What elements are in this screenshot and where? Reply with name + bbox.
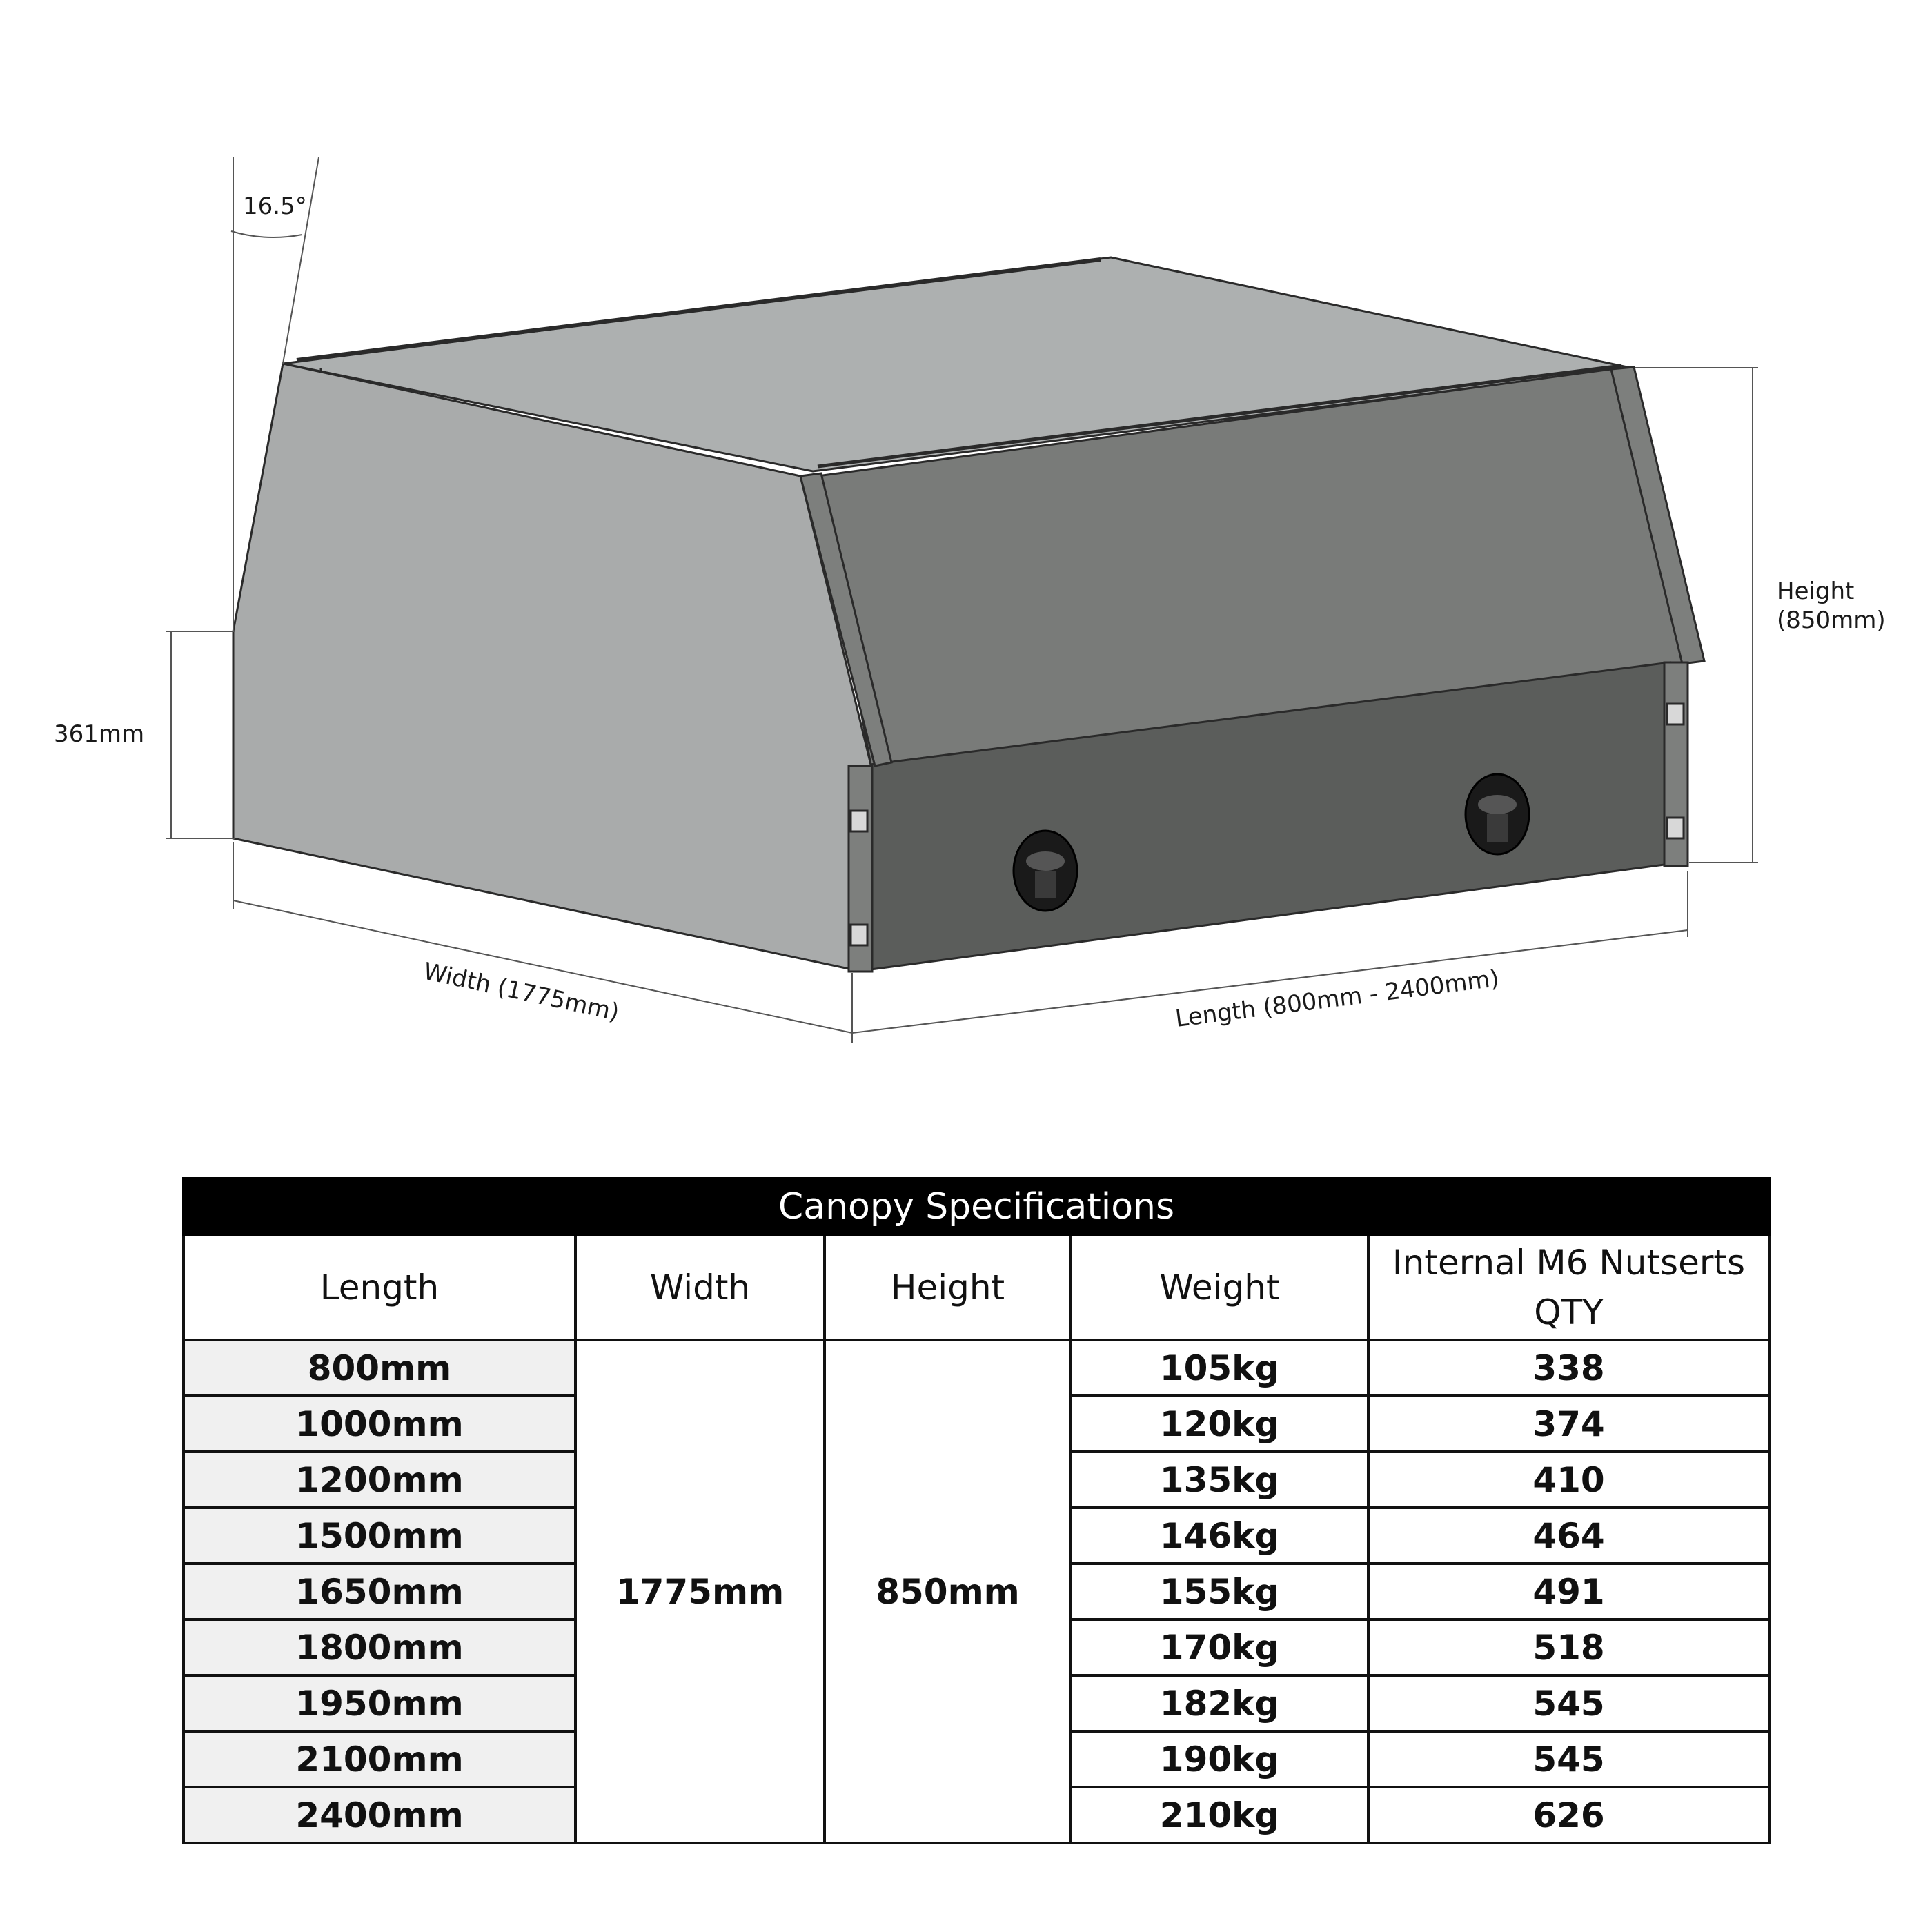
- right-hinge-upper: [1667, 704, 1684, 724]
- weight-cell: 120kg: [1071, 1396, 1368, 1452]
- length-cell: 1950mm: [184, 1675, 575, 1731]
- nutserts-cell: 626: [1368, 1787, 1769, 1843]
- header-nutserts-line2: QTY: [1534, 1292, 1604, 1332]
- height-label-line1: Height: [1777, 578, 1855, 605]
- nutserts-cell: 410: [1368, 1452, 1769, 1508]
- width-cell: 1775mm: [575, 1340, 825, 1843]
- left-hinge-lower: [851, 925, 867, 945]
- weight-cell: 155kg: [1071, 1564, 1368, 1619]
- header-nutserts: [1368, 1235, 1769, 1340]
- header-height: Height: [825, 1235, 1071, 1340]
- nutserts-cell: 464: [1368, 1508, 1769, 1564]
- height-label-line2: (850mm): [1777, 607, 1886, 634]
- right-hinge-lower: [1667, 818, 1684, 838]
- left-hinge-upper: [851, 811, 867, 831]
- table-header-row: [184, 1235, 1769, 1340]
- length-cell: 2100mm: [184, 1731, 575, 1787]
- side-height-dimension: [166, 631, 235, 838]
- lock-handle-right: [1466, 774, 1529, 854]
- header-length: Length: [184, 1235, 575, 1340]
- weight-cell: 146kg: [1071, 1508, 1368, 1564]
- width-label: Width (1775mm): [421, 957, 622, 1027]
- nutserts-cell: 545: [1368, 1675, 1769, 1731]
- weight-cell: 190kg: [1071, 1731, 1368, 1787]
- nutserts-cell: 518: [1368, 1619, 1769, 1675]
- angle-label: 16.5°: [243, 193, 307, 220]
- side-height-label: 361mm: [54, 720, 145, 748]
- weight-cell: 182kg: [1071, 1675, 1368, 1731]
- length-cell: 1800mm: [184, 1619, 575, 1675]
- table-row: [184, 1340, 1769, 1396]
- length-label: Length (800mm - 2400mm): [1174, 965, 1501, 1033]
- nutserts-cell: 338: [1368, 1340, 1769, 1396]
- length-cell: 2400mm: [184, 1787, 575, 1843]
- weight-cell: 135kg: [1071, 1452, 1368, 1508]
- length-cell: 1500mm: [184, 1508, 575, 1564]
- nutserts-cell: 374: [1368, 1396, 1769, 1452]
- header-weight: Weight: [1071, 1235, 1368, 1340]
- length-cell: 1000mm: [184, 1396, 575, 1452]
- height-cell: 850mm: [825, 1340, 1071, 1843]
- weight-cell: 105kg: [1071, 1340, 1368, 1396]
- nutserts-cell: 545: [1368, 1731, 1769, 1787]
- header-nutserts-line1: Internal M6 Nutserts: [1392, 1243, 1746, 1283]
- length-cell: 1650mm: [184, 1564, 575, 1619]
- nutserts-cell: 491: [1368, 1564, 1769, 1619]
- canopy-specifications-table: [182, 1177, 1771, 1844]
- header-width: Width: [575, 1235, 825, 1340]
- weight-cell: 170kg: [1071, 1619, 1368, 1675]
- table-title-row: [184, 1179, 1769, 1235]
- length-cell: 1200mm: [184, 1452, 575, 1508]
- lock-handle-left: [1014, 831, 1077, 911]
- weight-cell: 210kg: [1071, 1787, 1368, 1843]
- table-title: Canopy Specifications: [184, 1179, 1769, 1235]
- length-cell: 800mm: [184, 1340, 575, 1396]
